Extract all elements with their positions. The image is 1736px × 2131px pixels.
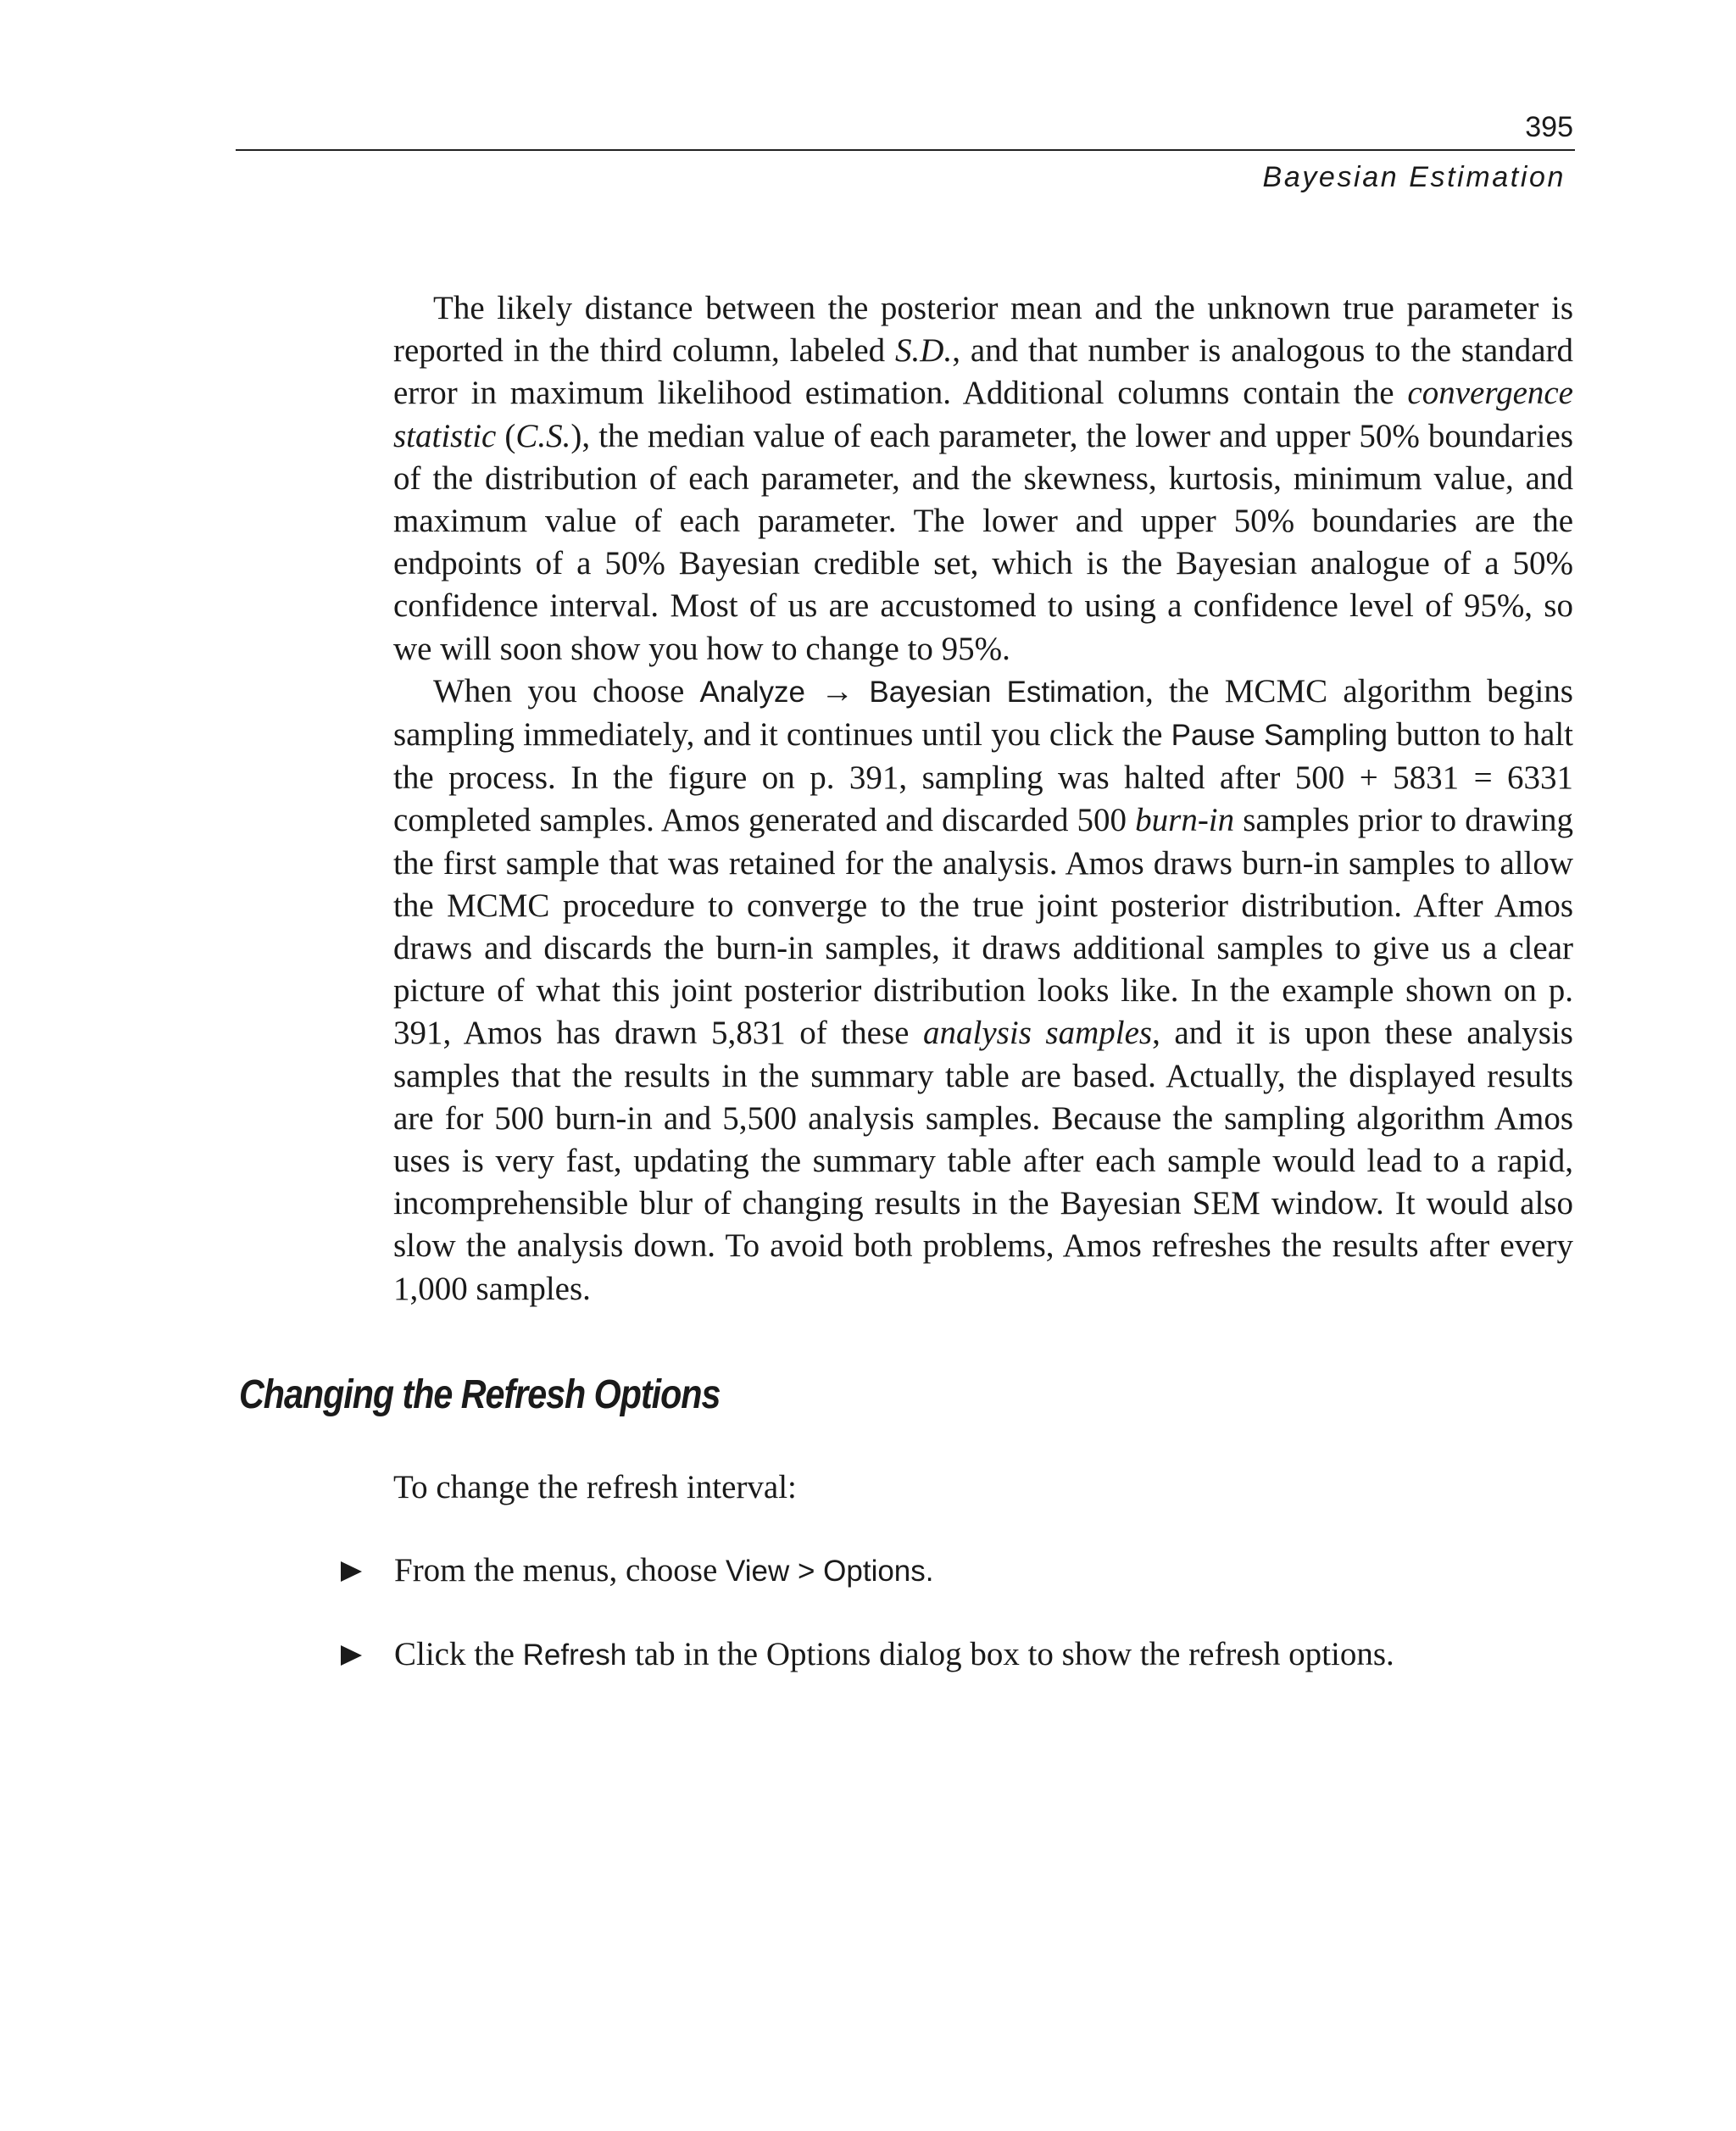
running-title: Bayesian Estimation bbox=[1262, 161, 1566, 193]
pause-sampling-label: Pause Sampling bbox=[1171, 719, 1388, 753]
text-run: From the menus, choose bbox=[394, 1552, 726, 1589]
text-run: , and that number is analogous to the standard error in maximum likelihood estimation. Additional columns contain the bbox=[393, 332, 1573, 412]
section-heading: Changing the Refresh Options bbox=[239, 1372, 721, 1417]
text-run: , the MCMC algorithm begins sampling immediately, and it continues until you click the bbox=[393, 672, 1573, 754]
menu-view: View bbox=[726, 1555, 790, 1588]
text-run: tab in the Options dialog box to show the refresh options. bbox=[626, 1636, 1394, 1672]
refresh-tab-label: Refresh bbox=[522, 1639, 627, 1672]
paragraph-posterior-summary bbox=[393, 287, 1573, 670]
menu-analyze: Analyze bbox=[699, 675, 806, 709]
term-sd: S.D. bbox=[895, 332, 953, 370]
text-run: The likely distance between the posterior mean and the unknown true parameter is reported in the third column, labeled bbox=[393, 290, 1573, 370]
text-run: ( bbox=[496, 417, 516, 454]
menu-separator: > bbox=[789, 1555, 824, 1588]
text-run: When you choose bbox=[433, 672, 700, 709]
menu-bayesian-estimation: Bayesian Estimation bbox=[869, 675, 1145, 709]
text-run: ), the median value of each parameter, the lower and upper 50% boundaries of the distribution of each parameter, and the skewness, kurtosis, minimum value, and maximum value of each parameter. The lower and upper 50% boundaries are the endpoints of a 50% Bayesian credible set, which is the Bayesian analogue of a 50% confidence interval. Most of us are accustomed to using a confidence level of 95%, so we will soon show you how to change to 95%. bbox=[393, 417, 1573, 667]
section-intro: To change the refresh interval: bbox=[393, 1469, 797, 1505]
paragraph-mcmc-sampling bbox=[393, 670, 1573, 1310]
term-convergence-statistic: convergence statistic bbox=[393, 375, 1573, 454]
text-run: Click the bbox=[394, 1636, 523, 1672]
step-refresh-tab bbox=[341, 1633, 1394, 1677]
step-text bbox=[394, 1550, 934, 1593]
term-burn-in: burn-in bbox=[1135, 802, 1235, 839]
menu-arrow: → bbox=[805, 672, 870, 709]
menu-options: Options. bbox=[823, 1555, 934, 1588]
triangle-bullet-icon bbox=[341, 1561, 362, 1582]
triangle-bullet-icon bbox=[341, 1645, 362, 1666]
term-cs: C.S. bbox=[515, 417, 571, 454]
page-number: 395 bbox=[1525, 111, 1573, 143]
step-text bbox=[394, 1633, 1394, 1677]
text-run: , and it is upon these analysis samples that the results in the summary table are based. Actually, the displayed results are for 500 burn-in and 5,500 analysis samples. Because the sampling algorithm Amos uses is very fast, updating the summary table after each sample would lead to a rapid, incomprehensible blur of changing results in the Bayesian SEM window. It would also slow the analysis down. To avoid both problems, Amos refreshes the results after every 1,000 samples. bbox=[393, 1015, 1573, 1307]
header-rule bbox=[236, 149, 1575, 151]
step-view-options bbox=[341, 1550, 934, 1593]
text-run: button to halt the process. In the figure on p. 391, sampling was halted after 500 + 5831 = 6331 completed samples. Amos generated and discarded 500 bbox=[393, 716, 1573, 839]
text-run: samples prior to drawing the first sample that was retained for the analysis. Amos draws burn-in samples to allow the MCMC procedure to converge to the true joint posterior distribution. After Amos draws and discards the burn-in samples, it draws additional samples to give us a clear picture of what this joint posterior distribution looks like. In the example shown on p. 391, Amos has drawn 5,831 of these bbox=[393, 802, 1573, 1052]
body-text bbox=[393, 287, 1573, 1310]
term-analysis-samples: analysis samples bbox=[923, 1015, 1153, 1052]
